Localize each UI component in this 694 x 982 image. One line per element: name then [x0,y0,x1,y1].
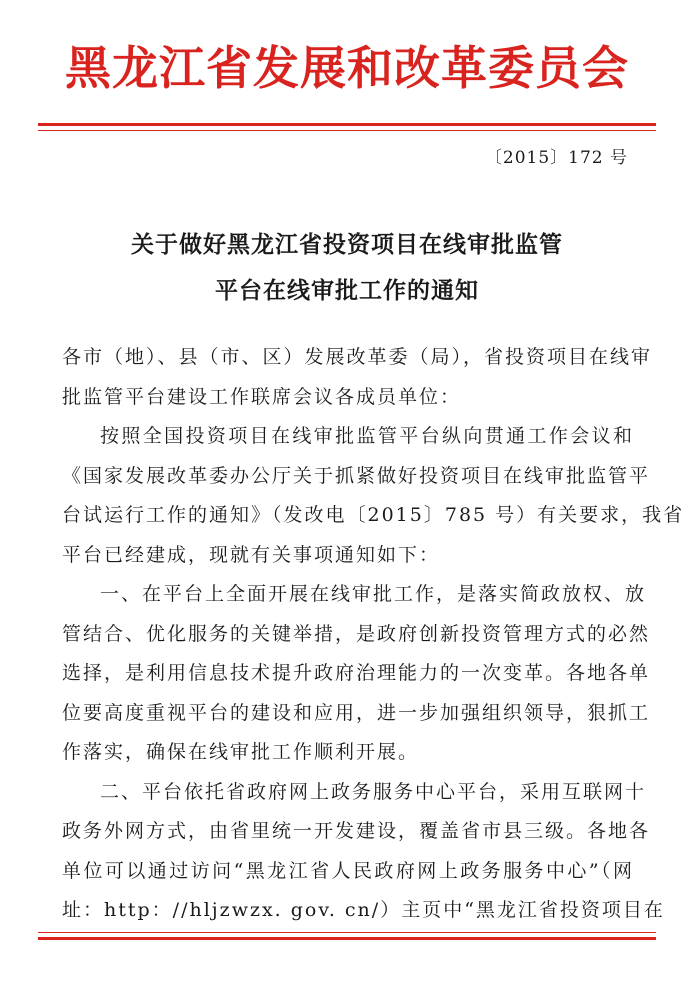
body-line: 批监管平台建设工作联席会议各成员单位： [62,385,462,408]
body-line: 平台已经建成，现就有关事项通知如下： [62,543,441,566]
footer-divider-thin [38,932,656,933]
body-line: 选择，是利用信息技术提升政府治理能力的一次变革。各地各单 [62,662,651,684]
document-title [0,222,694,314]
document-title-line-2: 平台在线审批工作的通知 [215,277,479,304]
document-title-line-1: 关于做好黑龙江省投资项目在线审批监管 [131,231,563,258]
body-line: 二、平台依托省政府网上政务服务中心平台，采用互联网十 [100,780,647,803]
body-line: 《国家发展改革委办公厅关于抓紧做好投资项目在线审批监管平 [62,464,651,487]
header-divider-thick [38,123,656,126]
body-line: 管结合、优化服务的关键举措，是政府创新投资管理方式的必然 [62,622,651,645]
body-line: 位要高度重视平台的建设和应用，进一步加强组织领导，狠抓工 [62,701,651,724]
footer-divider-thick [38,937,656,940]
body-line: 单位可以通过访问“黑龙江省人民政府网上政务服务中心”（网 [62,859,634,882]
body-line: 各市（地）、县（市、区）发展改革委（局），省投资项目在线审 [62,346,653,368]
header-divider-thin [38,130,656,131]
document-header-org-name: 黑龙江省发展和改革委员会 [65,41,629,95]
body-line: 政务外网方式，由省里统一开发建设，覆盖省市县三级。各地各 [62,820,651,842]
body-line: 按照全国投资项目在线审批监管平台纵向贯通工作会议和 [100,425,634,447]
body-line: 一、在平台上全面开展在线审批工作，是落实简政放权、放 [100,583,647,605]
body-line: 址：http：//hljzwzx. gov. cn/）主页中“黑龙江省投资项目在 [62,899,665,921]
document-number: 〔2015〕172 号 [484,148,628,168]
body-line: 台试运行工作的通知》（发改电〔2015〕785 号）有关要求，我省 [62,504,685,526]
body-line: 作落实，确保在线审批工作顺利开展。 [62,741,420,763]
document-body [62,338,685,931]
